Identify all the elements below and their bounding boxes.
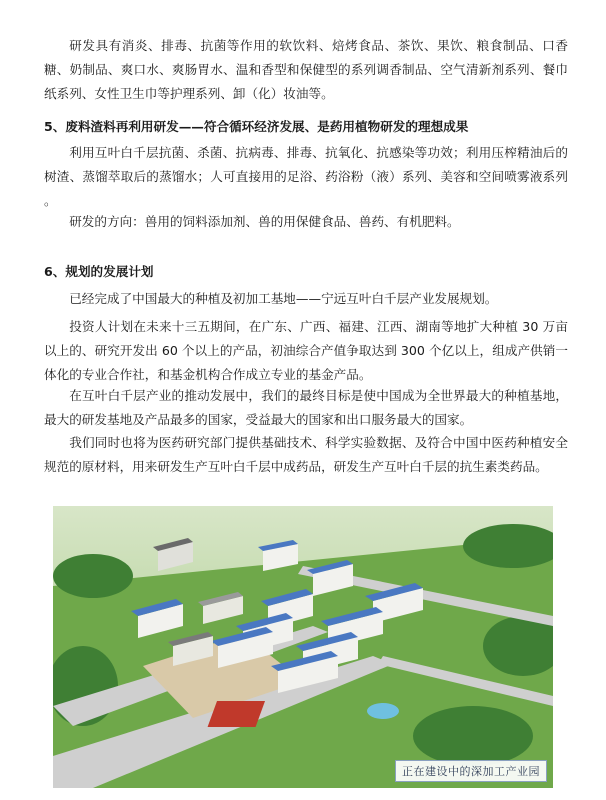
pond [367,703,399,719]
paragraph-product-list: 研发具有消炎、排毒、抗菌等作用的软饮料、焙烤食品、茶饮、果饮、粮食制品、口香糖、奶制品、爽口水、爽肠胃水、温和香型和保健型的系列调香制品、空气清新剂系列、餐巾纸系列、女性卫生巾等护理系列、卸（化）妆油等。 [44,38,568,101]
section-heading-5: 5、废料渣料再利用研发——符合循环经济发展、是药用植物研发的理想成果 [44,119,469,134]
paragraph-waste-reuse: 利用互叶白千层抗菌、杀菌、抗病毒、排毒、抗氧化、抗感染等功效；利用压榨精油后的树渣、蒸馏萃取后的蒸馏水；人可直接用的足浴、药浴粉（液）系列、美容和空间喷雾液系列 。 [44,145,568,208]
park-aerial-illustration [53,506,553,788]
industrial-park-rendering [53,506,553,788]
paragraph-goal: 在互叶白千层产业的推动发展中，我们的最终目标是使中国成为全世界最大的种植基地，最大的研发基地及产品最多的国家，受益最大的国家和出口服务最大的国家。 [44,388,568,427]
paragraph-medical-research: 我们同时也将为医药研究部门提供基础技术、科学实验数据、及符合中国中医药种植安全规范的原材料，用来研发生产互叶白千层中成药品，研发生产互叶白千层的抗生素类药品。 [44,435,568,474]
paragraph-base-plan: 已经完成了中国最大的种植及初加工基地——宁远互叶白千层产业发展规划。 [69,291,498,306]
section-heading-6: 6、规划的发展计划 [44,264,154,279]
sports-field [208,701,265,727]
photo-caption: 正在建设中的深加工产业园 [395,760,547,782]
paragraph-investment-plan: 投资人计划在未来十三五期间，在广东、广西、福建、江西、湖南等地扩大种植 30 万亩以上的、研究开发出 60 个以上的产品，初油综合产值争取达到 300 个亿以上，组成产供销一体化的专业合作社，和基金机构合作成立专业的基金产品。 [44,319,568,382]
paragraph-research-direction: 研发的方向：兽用的饲料添加剂、兽的用保健食品、兽药、有机肥料。 [69,214,460,229]
